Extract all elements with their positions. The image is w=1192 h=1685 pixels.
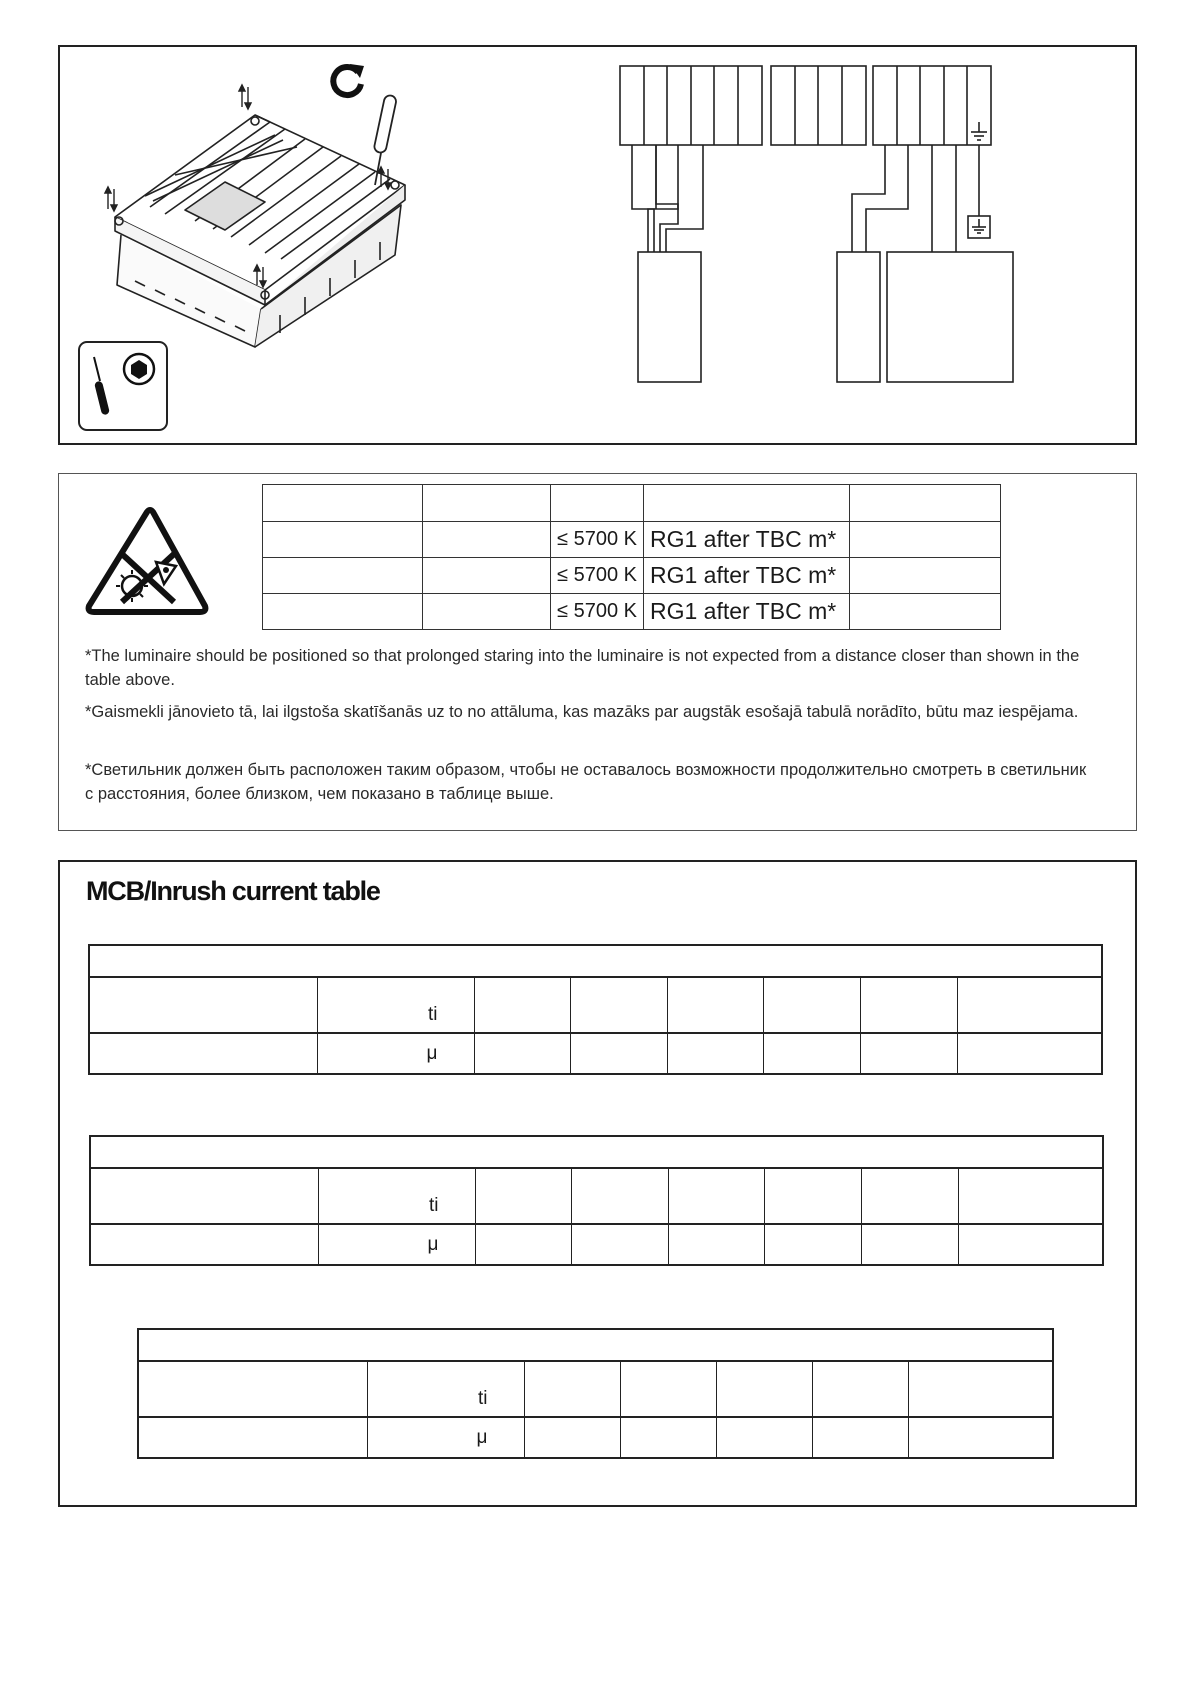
table-row [263, 522, 1001, 558]
mcb-table-3 [137, 1328, 1054, 1459]
table-caption-row [90, 1136, 1103, 1168]
table-caption-row [138, 1329, 1053, 1361]
table-row [89, 1033, 1102, 1074]
unit-micro-label: μ [476, 1427, 488, 1448]
wiring-diagram [618, 64, 1018, 384]
unit-time-label: ti [429, 1195, 439, 1216]
table-row [263, 558, 1001, 594]
note-latvian: *Gaismekli jānovieto tā, lai ilgstoša skatīšanās uz to no attāluma, kas mazāks par augstāk esošajā tabulā norādīto, būtu maz iespējama. [85, 703, 1079, 721]
table-row [138, 1417, 1053, 1458]
earth-ground-icon [968, 216, 990, 238]
hex-bit-icon [124, 354, 154, 384]
unit-micro-label: μ [427, 1234, 439, 1255]
cct-cell: ≤ 5700 K [551, 558, 644, 594]
mcb-table-1 [88, 944, 1103, 1075]
luminaire-housing-illustration [105, 85, 435, 345]
table-caption-row [89, 945, 1102, 977]
table-header-row [263, 485, 1001, 522]
risk-group-cell: RG1 after TBC m* [644, 522, 850, 558]
note-russian: *Светильник должен быть расположен таким образом, чтобы не оставалось возможности продолжительно смотреть в светильник с расстояния, более близком, чем показано в таблице выше. [85, 761, 1087, 803]
unit-time-label: ti [428, 1004, 438, 1025]
cct-cell: ≤ 5700 K [551, 522, 644, 558]
unit-micro-label: μ [426, 1043, 438, 1064]
table-row [90, 1224, 1103, 1265]
table-row [90, 1168, 1103, 1224]
table-row [263, 594, 1001, 630]
table-row [138, 1361, 1053, 1417]
mcb-table-2 [89, 1135, 1104, 1266]
risk-group-cell: RG1 after TBC m* [644, 558, 850, 594]
table-row [89, 977, 1102, 1033]
tools-box [78, 341, 170, 433]
note-english: *The luminaire should be positioned so that prolonged staring into the luminaire is not expected from a distance closer than shown in the table above. [85, 647, 1080, 689]
cct-cell: ≤ 5700 K [551, 594, 644, 630]
no-staring-warning-icon [84, 506, 210, 620]
unit-time-label: ti [478, 1388, 488, 1409]
mcb-title: MCB/Inrush current table [86, 876, 380, 906]
risk-group-cell: RG1 after TBC m* [644, 594, 850, 630]
photobiological-risk-table [262, 484, 1001, 630]
